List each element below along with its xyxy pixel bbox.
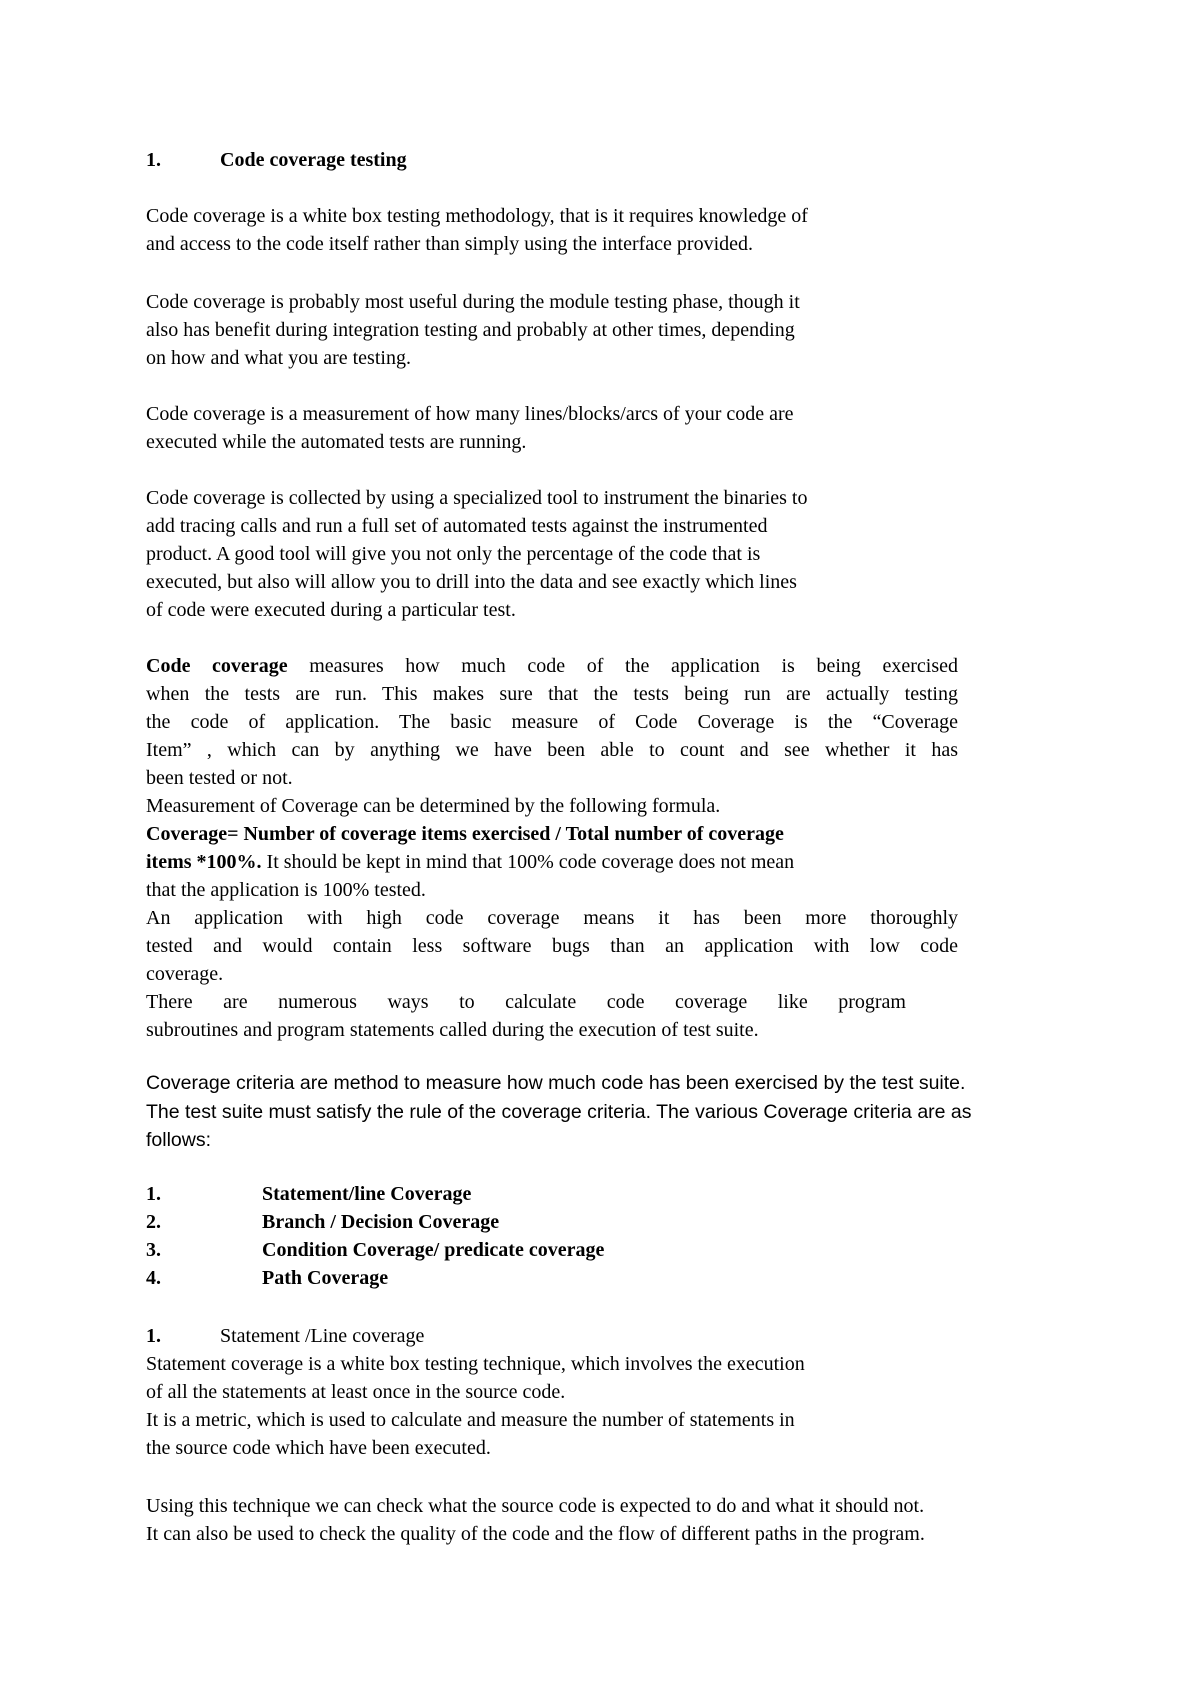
text-line: Code coverage is collected by using a specialized tool to instrument the binaries to	[146, 487, 808, 509]
list-label: Condition Coverage/ predicate coverage	[262, 1239, 605, 1261]
text-line: Item” , which can by anything we have been able to count and see whether it has	[146, 739, 958, 761]
bold-term: Code coverage	[146, 655, 288, 677]
subsection-number: 1.	[146, 1325, 161, 1347]
list-number: 4.	[146, 1267, 161, 1289]
text-line: It can also be used to check the quality of the code and the flow of different paths in the program.	[146, 1523, 925, 1545]
formula-tail: items *100%.	[146, 851, 262, 873]
text-line: follows:	[146, 1129, 212, 1151]
paragraph-code-coverage-measures	[146, 652, 958, 1044]
text-line: Code coverage measures how much code of the application is being exercised	[146, 655, 959, 677]
paragraph-collection	[146, 484, 1146, 624]
text-line: It is a metric, which is used to calculate and measure the number of statements in	[146, 1409, 795, 1431]
text-line: Code coverage is probably most useful during the module testing phase, though it	[146, 291, 800, 313]
paragraph-measurement	[146, 400, 1146, 456]
text-line: executed while the automated tests are running.	[146, 431, 527, 453]
list-label: Statement/line Coverage	[262, 1183, 472, 1205]
list-number: 3.	[146, 1239, 161, 1261]
text-line: executed, but also will allow you to drill into the data and see exactly which lines	[146, 571, 797, 593]
text-line: tested and would contain less software bugs than an application with low code	[146, 935, 958, 957]
text-line: been tested or not.	[146, 767, 293, 789]
text-line: The test suite must satisfy the rule of the coverage criteria. The various Coverage criteria are as	[146, 1100, 972, 1123]
text-line: of code were executed during a particular test.	[146, 599, 516, 621]
paragraph-definition	[146, 202, 1146, 258]
text-line: product. A good tool will give you not only the percentage of the code that is	[146, 543, 761, 565]
paragraph-statement-coverage	[146, 1350, 1146, 1462]
text-line: add tracing calls and run a full set of automated tests against the instrumented	[146, 515, 768, 537]
text-line: that the application is 100% tested.	[146, 879, 426, 901]
text-line: Measurement of Coverage can be determined by the following formula.	[146, 795, 721, 817]
text-line: subroutines and program statements called during the execution of test suite.	[146, 1019, 759, 1041]
text-line: Using this technique we can check what the source code is expected to do and what it should not.	[146, 1495, 925, 1517]
text-line: Code coverage is a measurement of how many lines/blocks/arcs of your code are	[146, 403, 794, 425]
section-title: Code coverage testing	[220, 149, 407, 171]
text-line: and access to the code itself rather than simply using the interface provided.	[146, 233, 754, 255]
list-label: Path Coverage	[262, 1267, 389, 1289]
text-line: on how and what you are testing.	[146, 347, 411, 369]
text-line: An application with high code coverage means it has been more thoroughly	[146, 907, 958, 929]
text-line: of all the statements at least once in the source code.	[146, 1381, 566, 1403]
text-line: items *100%. It should be kept in mind that 100% code coverage does not mean	[146, 851, 795, 873]
text-line: when the tests are run. This makes sure that the tests being run are actually testing	[146, 683, 958, 705]
text-line: Statement coverage is a white box testing technique, which involves the execution	[146, 1353, 805, 1375]
text-line: coverage.	[146, 963, 224, 985]
list-number: 2.	[146, 1211, 161, 1233]
paragraph-coverage-criteria	[146, 1069, 1146, 1155]
text-line: Coverage criteria are method to measure how much code has been exercised by the test suite.	[146, 1072, 966, 1094]
section-number: 1.	[146, 149, 161, 171]
text-line: also has benefit during integration testing and probably at other times, depending	[146, 319, 795, 341]
text-line: There are numerous ways to calculate code coverage like program	[146, 991, 906, 1013]
list-number: 1.	[146, 1183, 161, 1205]
paragraph-technique	[146, 1492, 1186, 1548]
text-line: the source code which have been executed.	[146, 1437, 491, 1459]
subsection-title: Statement /Line coverage	[220, 1325, 425, 1347]
text-line: the code of application. The basic measure of Code Coverage is the “Coverage	[146, 711, 958, 733]
text-line: Code coverage is a white box testing methodology, that is it requires knowledge of	[146, 205, 808, 227]
formula-line: Coverage= Number of coverage items exercised / Total number of coverage	[146, 823, 784, 845]
list-label: Branch / Decision Coverage	[262, 1211, 500, 1233]
paragraph-usage	[146, 288, 1146, 372]
